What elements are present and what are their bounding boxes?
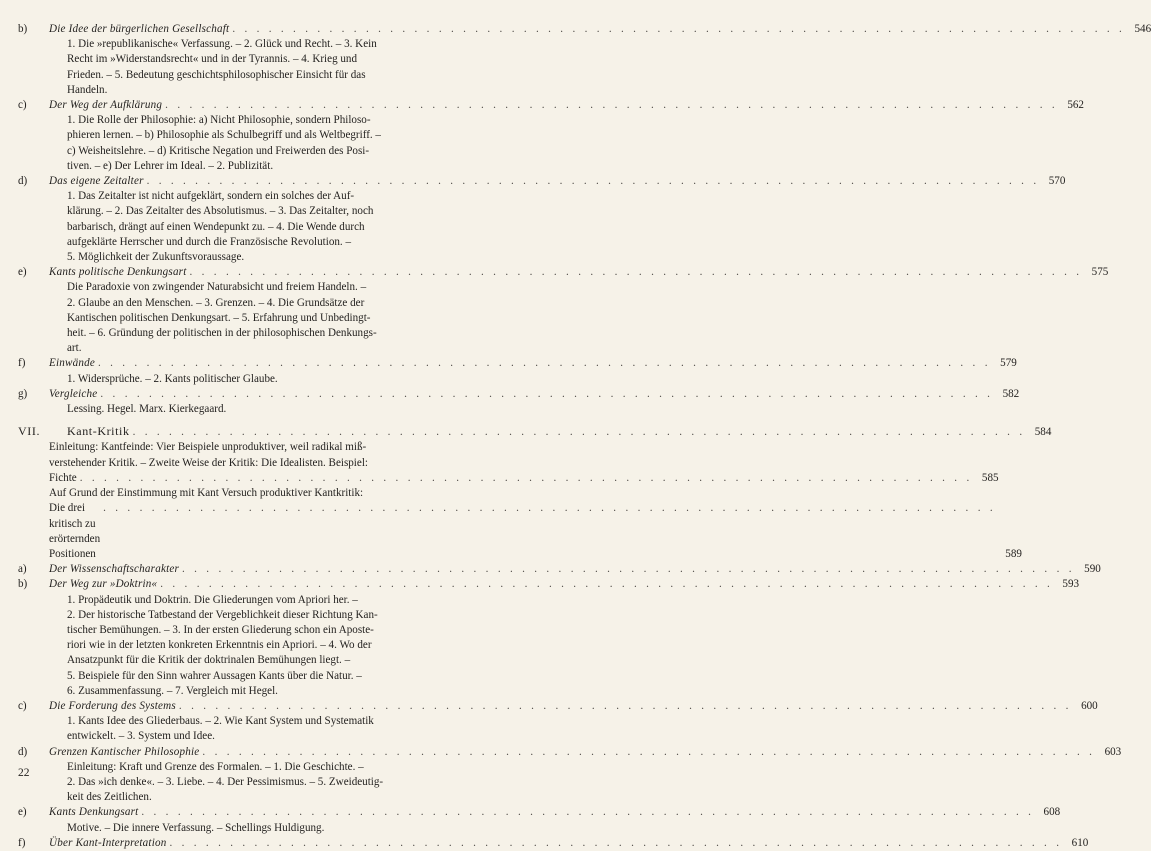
intro-last-text: Fichte [49,471,77,484]
section-title: Vergleiche [49,387,98,400]
toc-entry[interactable] [18,265,1109,280]
description-line: 1. Das Zeitalter ist nicht aufgeklärt, sondern ein solches der Auf- [67,190,355,203]
leader-dots [100,387,993,402]
section-label: e) [18,806,27,819]
description-line: Ansatzpunkt für die Kritik der doktrinalen Bemühungen liegt. – [67,654,351,667]
section-page-number: 593 [1062,578,1080,591]
toc-entry[interactable] [18,22,1151,37]
section-page-number: 562 [1067,99,1084,112]
description-line: 1. Kants Idee des Gliederbaus. – 2. Wie Kant System und Systematik [67,715,374,728]
section-description [67,113,470,174]
section-label: d) [18,175,28,188]
section-title: Einwände [49,357,95,370]
description-line: 1. Die Rolle der Philosophie: a) Nicht Philosophie, sondern Philoso- [67,114,371,127]
section-page-number: 575 [1091,266,1109,279]
description-line: 5. Beispiele für den Sinn wahrer Aussagen Kants über die Natur. – [67,669,362,682]
section-page-number: 570 [1048,175,1066,188]
description-line: c) Weisheitslehre. – d) Kritische Negation und Freiwerden des Posi- [67,144,370,157]
section-title: Die Forderung des Systems [49,699,176,712]
intro-last-line[interactable] [18,471,999,486]
leader-dots [160,577,1053,592]
description-line: tiven. – e) Der Lehrer im Ideal. – 2. Publizität. [67,159,274,172]
leader-dots [190,265,1083,280]
section-title: Das eigene Zeitalter [49,175,144,188]
description-line: tischer Bemühungen. – 3. In der ersten Gliederung schon ein Aposte- [67,623,374,636]
intro-line: Einleitung: Kantfeinde: Vier Beispiele unproduktiver, weil radikal miß- [49,441,367,454]
description-line: entwickelt. – 3. System und Idee. [67,730,215,743]
section-description [67,821,470,836]
section-label: e) [18,266,27,279]
leader-dots [98,356,991,371]
section-description [67,37,470,98]
toc-entry[interactable] [18,745,1122,760]
section-page-number: 608 [1043,806,1061,819]
page-number: 22 [18,767,30,779]
section-title: Über Kant-Interpretation [49,836,167,849]
description-line: Die Paradoxie von zwingender Naturabsicht und freiem Handeln. – [67,281,367,294]
section-title: Der Wissenschaftscharakter [49,563,179,576]
toc-section [18,98,1084,174]
description-line: riori wie in der letzten konkreten Erkenntnis ein Apriori. – 4. Wo der [67,639,372,652]
toc-section [18,22,1151,98]
toc-entry[interactable] [18,98,1084,113]
section-description [67,402,470,417]
description-line: Einleitung: Kraft und Grenze des Formalen. – 1. Die Geschichte. – [67,760,364,773]
leader-dots [147,174,1040,189]
section-title: Die Idee der bürgerlichen Gesellschaft [49,23,230,35]
toc-section [18,174,1066,265]
description-line: aufgeklärte Herrscher und durch die Französische Revolution. – [67,235,352,248]
toc-entry[interactable] [18,562,1101,577]
consensus-line: Auf Grund der Einstimmung mit Kant Versuch produktiver Kantkritik: [49,487,364,500]
toc-entry[interactable] [18,805,1061,820]
section-page-number: 582 [1002,387,1020,400]
toc-entry[interactable] [18,356,1017,371]
section-title: Der Weg der Aufklärung [49,99,163,112]
toc-section [18,836,1089,851]
leader-dots [232,22,1125,37]
chapter-intro [49,440,470,470]
chapter-number: VII. [18,424,41,439]
section-title: Kants politische Denkungsart [49,266,187,279]
section-description [67,760,470,806]
section-label: f) [18,836,26,849]
description-line: 1. Widersprüche. – 2. Kants politischer Glaube. [67,372,278,385]
description-line: Lessing. Hegel. Marx. Kierkegaard. [67,403,227,416]
toc-section [18,387,1020,417]
description-line: 5. Möglichkeit der Zukunftsvoraussage. [67,251,245,264]
leader-dots [103,501,996,516]
toc-section [18,265,1109,356]
description-line: Recht im »Widerstandsrecht« und in der Tyrannis. – 4. Krieg und [67,53,358,66]
toc-section [18,356,1017,386]
toc-section [18,805,1061,835]
section-title: Kants Denkungsart [49,806,139,819]
section-description [67,280,470,356]
toc-entry[interactable] [18,577,1080,592]
chapter-heading[interactable] [18,424,1052,440]
description-line: 2. Das »ich denke«. – 3. Liebe. – 4. Der Pessimismus. – 5. Zweideutig- [67,775,384,788]
section-label: a) [18,563,27,576]
description-line: Frieden. – 5. Bedeutung geschichtsphilosophischer Einsicht für das [67,68,366,81]
section-title: Der Weg zur »Doktrin« [49,578,158,591]
section-description [67,372,470,387]
toc-entry[interactable] [18,836,1089,851]
consensus-text [49,486,470,501]
leader-dots [182,562,1075,577]
description-line: keit des Zeitlichen. [67,791,152,804]
section-label: b) [18,578,28,591]
toc-section [18,699,1098,745]
description-line: 1. Propädeutik und Doktrin. Die Gliederungen vom Apriori her. – [67,593,358,606]
toc-section [18,562,1101,577]
section-page-number: 600 [1081,699,1098,712]
leader-dots [179,699,1072,714]
description-line: 1. Die »republikanische« Verfassung. – 2. Glück und Recht. – 3. Kein [67,38,377,51]
description-line: klärung. – 2. Das Zeitalter des Absolutismus. – 3. Das Zeitalter, noch [67,205,374,218]
consensus-page-number: 589 [1005,547,1022,560]
section-description [67,714,470,744]
leader-dots [133,425,1026,440]
section-page-number: 590 [1084,563,1101,576]
leader-dots [80,471,973,486]
description-line: 6. Zusammenfassung. – 7. Vergleich mit Hegel. [67,684,278,697]
section-label: b) [18,23,28,35]
section-page-number: 546 [1134,23,1151,35]
description-line: Kantischen politischen Denkungsart. – 5. Erfahrung und Unbedingt- [67,311,371,324]
description-line: heit. – 6. Gründung der politischen in der philosophischen Denkungs- [67,327,377,340]
description-line: barbarisch, drängt auf einen Wendepunkt zu. – 4. Die Wende durch [67,220,365,233]
consensus-last-text: Die drei kritisch zu erörternden Positionen [49,502,101,560]
section-label: c) [18,699,27,712]
toc-entry[interactable] [18,387,1020,402]
intro-line: verstehender Kritik. – Zweite Weise der Kritik: Die Idealisten. Beispiel: [49,456,368,469]
chapter-vii [18,424,1052,562]
toc-section [18,745,1122,806]
section-page-number: 579 [1000,357,1017,370]
toc-entry[interactable] [18,174,1066,189]
intro-page-number: 585 [981,471,999,484]
section-list-chapter-vi [18,22,1151,417]
section-label: d) [18,745,28,758]
section-description [67,189,470,265]
section-page-number: 603 [1104,745,1122,758]
description-line: 2. Der historische Tatbestand der Vergeblichkeit dieser Richtung Kan- [67,608,378,621]
section-list-chapter-vii [18,562,1122,851]
description-line: art. [67,342,82,355]
toc-section [18,577,1080,699]
toc-entry[interactable] [18,699,1098,714]
consensus-last-line[interactable] [18,501,1022,562]
chapter-page-number: 584 [1034,426,1052,439]
section-page-number: 610 [1071,836,1089,849]
leader-dots [169,836,1062,851]
leader-dots [165,98,1058,113]
section-description [67,593,470,699]
section-title: Grenzen Kantischer Philosophie [49,745,200,758]
section-label: f) [18,357,26,370]
section-label: c) [18,99,27,112]
leader-dots [202,745,1095,760]
description-line: Motive. – Die innere Verfassung. – Schellings Huldigung. [67,821,325,834]
description-line: phieren lernen. – b) Philosophie als Schulbegriff und als Weltbegriff. – [67,129,381,142]
description-line: 2. Glaube an den Menschen. – 3. Grenzen. – 4. Die Grundsätze der [67,296,365,309]
section-label: g) [18,387,28,400]
leader-dots [141,805,1034,820]
chapter-title: Kant-Kritik [67,424,130,439]
description-line: Handeln. [67,83,108,96]
table-of-contents [18,22,1151,851]
